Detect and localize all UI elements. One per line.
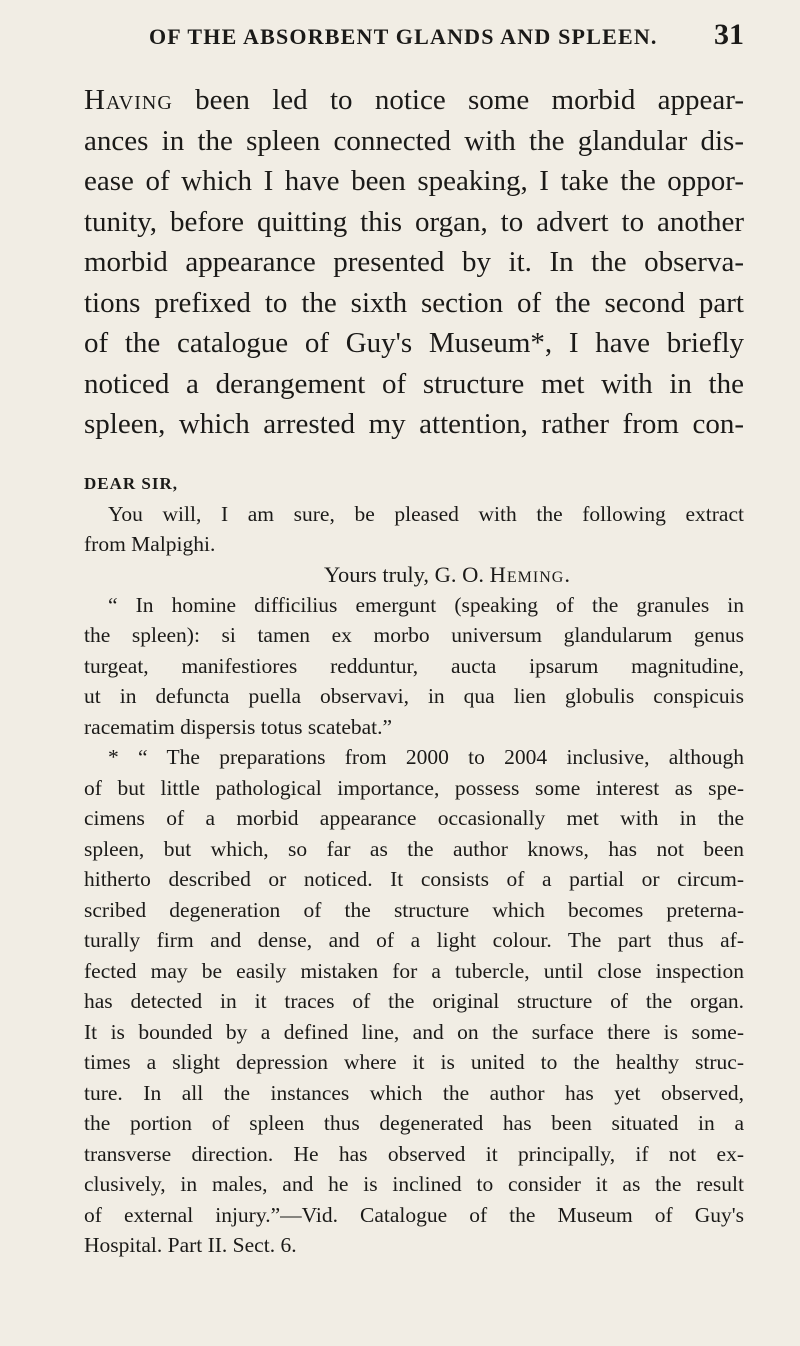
- letter-line: You will, I am sure, be pleased with the following extract: [108, 501, 744, 526]
- footnote-line: hitherto described or noticed. It consists of a partial or circum-: [84, 867, 744, 891]
- footnote-line: transverse direction. He has observed it principally, if not ex-: [84, 1141, 744, 1166]
- paragraph-line: tunity, before quitting this organ, to advert to another: [84, 205, 744, 238]
- paragraph-line-text: been led to notice some morbid appear-: [172, 84, 744, 116]
- letter-body: [84, 499, 744, 560]
- latin-quote: [84, 590, 744, 743]
- footnote-line: clusively, in males, and he is inclined to consider it as the result: [84, 1172, 744, 1196]
- paragraph-line: spleen, which arrested my attention, rather from con-: [84, 408, 744, 440]
- paragraph-line: tions prefixed to the sixth section of the second part: [84, 286, 744, 319]
- footnote: [84, 742, 744, 1261]
- footnote-line: the portion of spleen thus degenerated has been situated in a: [84, 1111, 744, 1135]
- footnote-line: Hospital. Part II. Sect. 6.: [84, 1233, 297, 1257]
- quote-line: turgeat, manifestiores redduntur, aucta ipsarum magnitudine,: [84, 653, 744, 678]
- main-paragraph: [84, 80, 744, 445]
- paragraph-line: morbid appearance presented by it. In the observa-: [84, 246, 744, 278]
- footnote-line: * “ The preparations from 2000 to 2004 inclusive, although: [108, 745, 744, 769]
- paragraph-line: of the catalogue of Guy's Museum*, I have briefly: [84, 327, 744, 359]
- paragraph-line: [84, 80, 744, 121]
- letter-salutation: DEAR SIR,: [84, 473, 179, 493]
- footnote-line: times a slight depression where it is united to the healthy struc-: [84, 1050, 744, 1074]
- paragraph-line: ances in the spleen connected with the glandular dis-: [84, 124, 744, 157]
- paragraph-lead-word: Having: [84, 84, 173, 116]
- footnote-line: spleen, but which, so far as the author knows, has not been: [84, 836, 744, 861]
- footnote-line: of but little pathological importance, possess some interest as spe-: [84, 775, 744, 800]
- quote-line: ut in defuncta puella observavi, in qua lien globulis conspicuis: [84, 684, 744, 708]
- signature-name: Heming.: [489, 561, 571, 587]
- footnote-line: scribed degeneration of the structure which becomes preterna-: [84, 897, 744, 922]
- paragraph-line: ease of which I have been speaking, I take the oppor-: [84, 165, 744, 197]
- footnote-line: fected may be easily mistaken for a tubercle, until close inspection: [84, 958, 744, 983]
- footnote-line: of external injury.”—Vid. Catalogue of the Museum of Guy's: [84, 1202, 744, 1227]
- quote-line: racematim dispersis totus scatebat.”: [84, 714, 393, 739]
- running-head: [84, 18, 744, 58]
- letter-line: from Malpighi.: [84, 532, 216, 556]
- quote-line: “ In homine difficilius emergunt (speaking of the granules in: [108, 592, 744, 617]
- quote-line: the spleen): si tamen ex morbo universum glandularum genus: [84, 623, 744, 647]
- footnote-line: It is bounded by a defined line, and on the surface there is some-: [84, 1019, 744, 1044]
- footnote-line: has detected in it traces of the original structure of the organ.: [84, 989, 744, 1013]
- signature-prefix: Yours truly, G. O.: [324, 561, 490, 587]
- footnote-line: ture. In all the instances which the author has yet observed,: [84, 1080, 744, 1105]
- paragraph-line: noticed a derangement of structure met with in the: [84, 367, 744, 400]
- book-page: [84, 18, 744, 1261]
- running-title: OF THE ABSORBENT GLANDS AND SPLEEN.: [149, 24, 658, 49]
- footnote-line: turally firm and dense, and of a light colour. The part thus af-: [84, 928, 744, 952]
- page-number: 31: [714, 18, 744, 51]
- footnote-line: cimens of a morbid appearance occasionally met with in the: [84, 806, 744, 830]
- letter-signature: [324, 560, 744, 590]
